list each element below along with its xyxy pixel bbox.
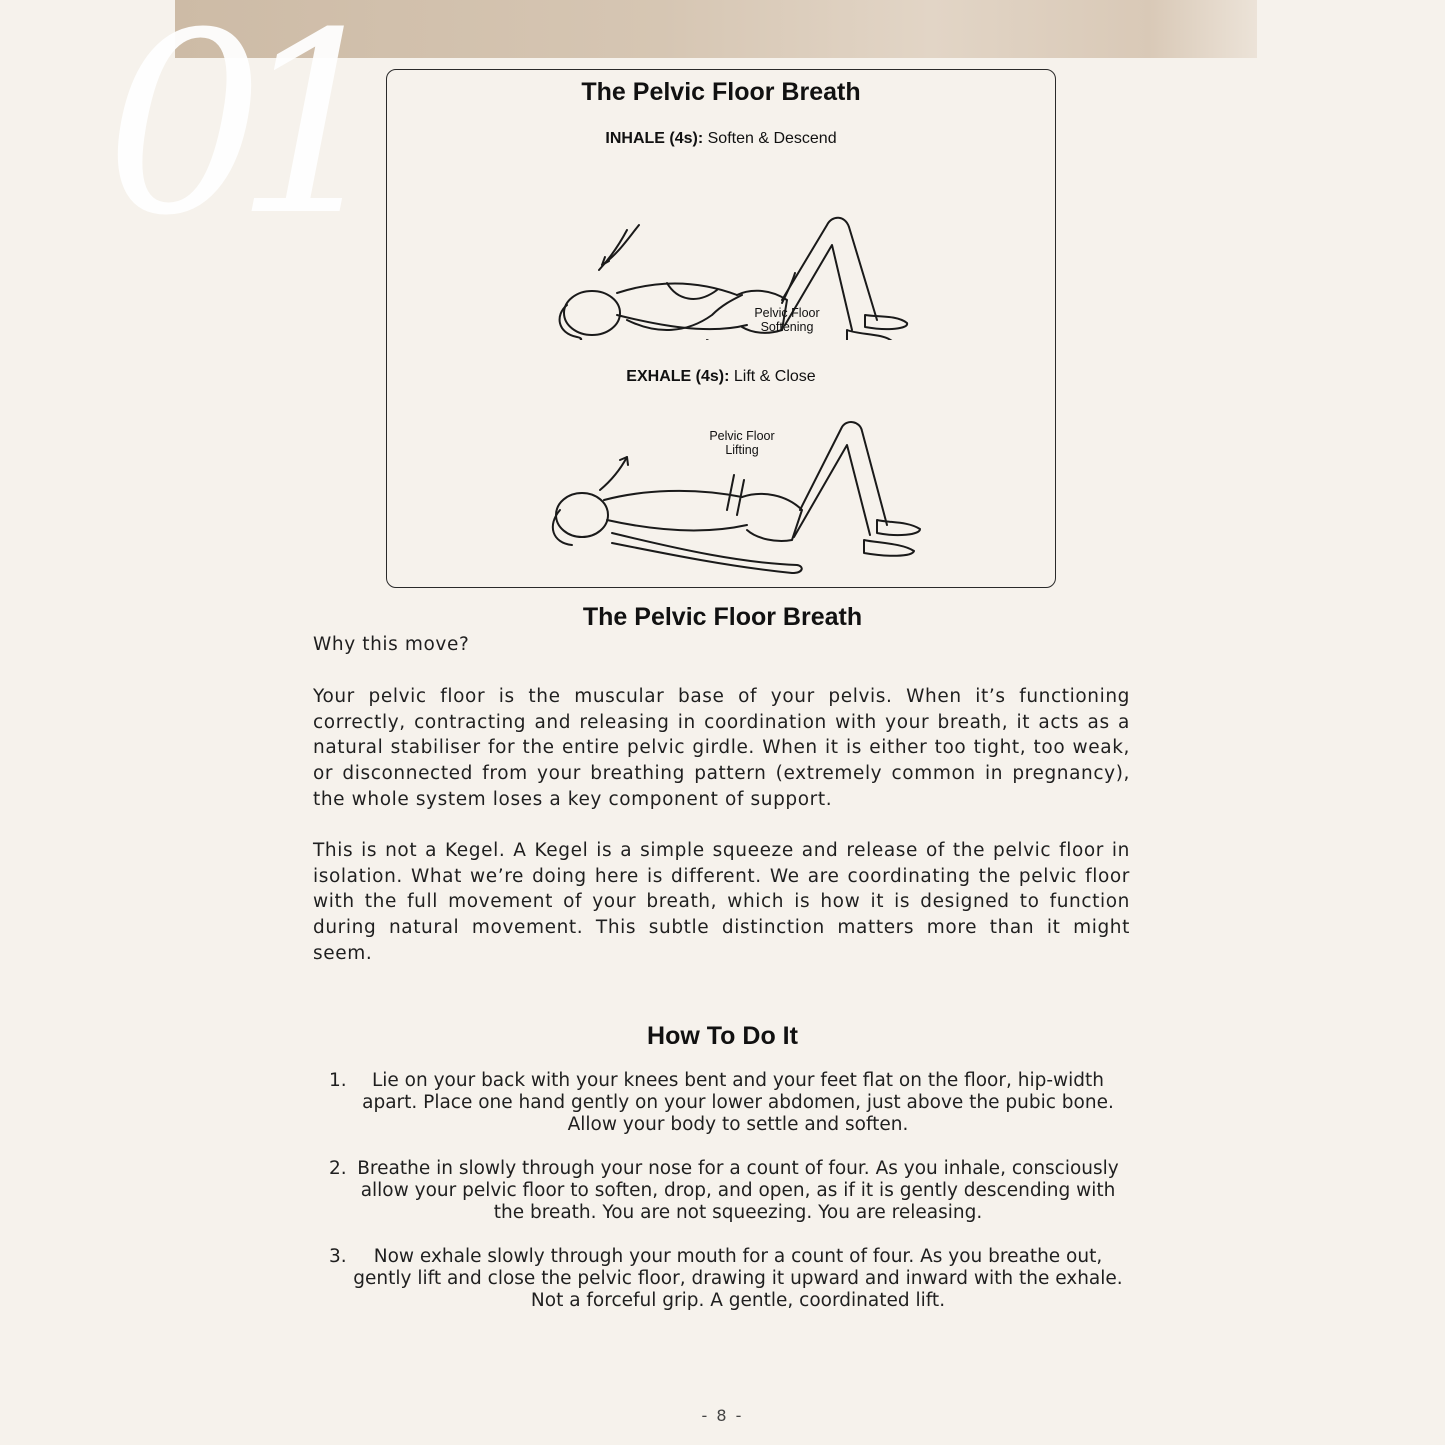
figure-title: The Pelvic Floor Breath [581, 78, 861, 106]
paragraph-1: Your pelvic floor is the muscular base of your pelvis. When it’s functioning correctly, contracting and releasing in coordination with your breath, it acts as a natural stabiliser for the entire pelvic girdle. When it is either too tight, too weak, or disconnected from your breathing pattern (extremely common in pregnancy), the whole system loses a key component of support. [313, 686, 1130, 810]
exercise-illustration [386, 69, 1056, 588]
chapter-number: 01 [105, 0, 364, 270]
step-number: 2. [329, 1158, 347, 1179]
list-item [313, 1158, 1143, 1224]
inhale-caption [387, 130, 1055, 148]
paragraph-2: This is not a Kegel. A Kegel is a simple squeeze and release of the pelvic floor in isolation. What we’re doing here is different. We are coordinating the pelvic floor with the full movement of your breath, which is how it is designed to function during natural movement. This subtle distinction matters more than it might seem. [313, 840, 1130, 964]
how-to-title: How To Do It [647, 1022, 798, 1050]
step-text: Now exhale slowly through your mouth for a count of four. As you breathe out, gently lift and close the pelvic floor, drawing it upward and inward with the exhale. Not a forceful grip. A gentle, coordinated lift. [353, 1246, 1123, 1311]
inhale-text: Soften & Descend [707, 130, 837, 147]
exhale-caption [387, 368, 1055, 386]
why-question: Why this move? [313, 634, 470, 655]
step-number: 1. [329, 1070, 347, 1091]
list-item [313, 1070, 1143, 1136]
section-title: The Pelvic Floor Breath [582, 603, 863, 631]
step-text: Breathe in slowly through your nose for a count of four. As you inhale, consciously allow your pelvic floor to soften, drop, and open, as if it is gently descending with the breath. You are not squeezing. You are releasing. [357, 1158, 1119, 1223]
exhale-label: EXHALE (4s): [626, 368, 730, 385]
softening-annotation: Pelvic Floor Softening [754, 306, 820, 334]
page-number: - 8 - [701, 1406, 744, 1425]
exhale-text: Lift & Close [733, 368, 816, 385]
lifting-annotation: Pelvic Floor Lifting [709, 429, 775, 457]
list-item [313, 1246, 1143, 1312]
step-number: 3. [329, 1246, 347, 1267]
inhale-label: INHALE (4s): [605, 130, 704, 147]
step-text: Lie on your back with your knees bent and your feet flat on the floor, hip-width apart. Place one hand gently on your lower abdomen, just above the pubic bone. Allow your body to settle and soften. [362, 1070, 1114, 1135]
